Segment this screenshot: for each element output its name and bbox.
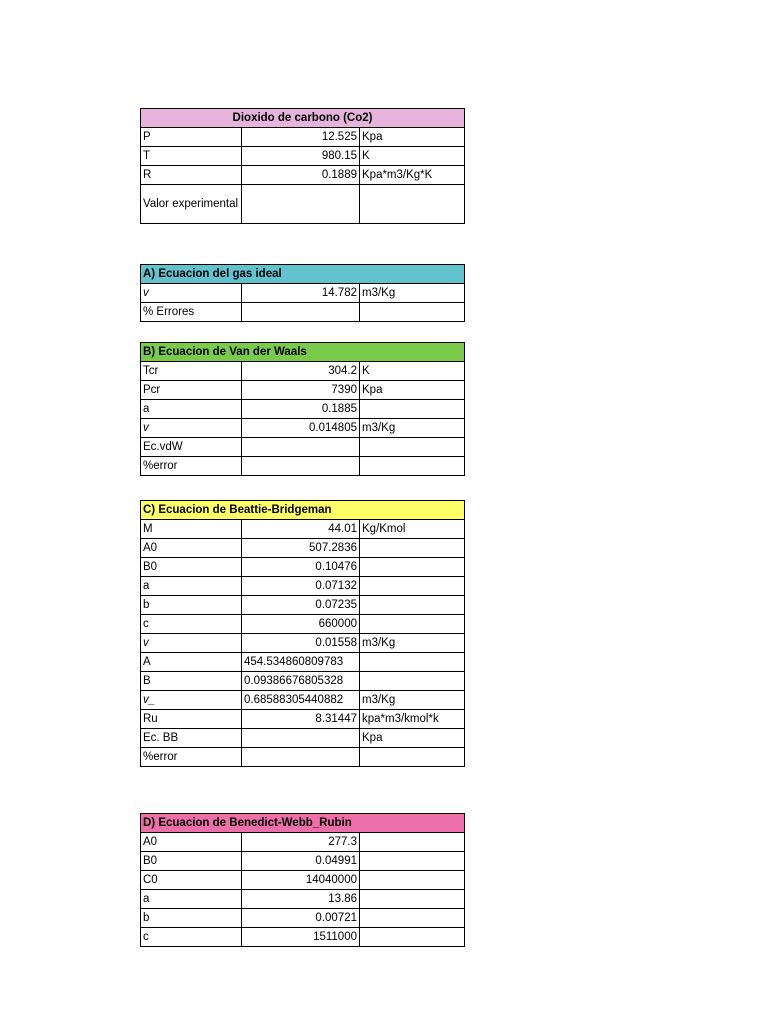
cell-unit[interactable]: m3/Kg	[360, 691, 465, 710]
cell-label[interactable]: v	[141, 284, 242, 303]
table-header-row	[141, 343, 465, 362]
table-header-row	[141, 265, 465, 284]
cell-label[interactable]: v	[141, 634, 242, 653]
cell-unit[interactable]	[360, 748, 465, 767]
cell-value[interactable]: 8.31447	[242, 710, 360, 729]
table-title[interactable]: C) Ecuacion de Beattie-Bridgeman	[141, 501, 465, 520]
cell-label[interactable]: Pcr	[141, 381, 242, 400]
table-row	[141, 596, 465, 615]
cell-unit[interactable]	[360, 457, 465, 476]
table-row	[141, 381, 465, 400]
cell-label[interactable]: B0	[141, 558, 242, 577]
table-row	[141, 128, 465, 147]
table-row	[141, 615, 465, 634]
cell-unit[interactable]	[360, 400, 465, 419]
cell-label[interactable]: c	[141, 615, 242, 634]
cell-value[interactable]	[242, 729, 360, 748]
table-header-row	[141, 109, 465, 128]
cell-label[interactable]: Ru	[141, 710, 242, 729]
cell-value[interactable]: 277.3	[242, 833, 360, 852]
cell-label[interactable]: %error	[141, 457, 242, 476]
cell-unit[interactable]: m3/Kg	[360, 634, 465, 653]
table-row	[141, 729, 465, 748]
cell-label[interactable]: Tcr	[141, 362, 242, 381]
cell-value[interactable]	[242, 438, 360, 457]
table-row	[141, 539, 465, 558]
cell-label[interactable]: Valor experimental	[141, 185, 242, 224]
table-row	[141, 928, 465, 947]
table-row	[141, 166, 465, 185]
cell-label[interactable]: R	[141, 166, 242, 185]
cell-value[interactable]: 980.15	[242, 147, 360, 166]
cell-value[interactable]: 0.07132	[242, 577, 360, 596]
cell-value[interactable]: 14040000	[242, 871, 360, 890]
cell-unit[interactable]: Kg/Kmol	[360, 520, 465, 539]
cell-value[interactable]: 44.01	[242, 520, 360, 539]
cell-value[interactable]: 0.68588305440882	[242, 691, 360, 710]
beattie-bridgeman-table	[140, 500, 465, 767]
cell-label[interactable]: %error	[141, 748, 242, 767]
cell-label[interactable]: A	[141, 653, 242, 672]
cell-label[interactable]: v	[141, 419, 242, 438]
cell-value[interactable]	[242, 457, 360, 476]
benedict-webb-rubin-table	[140, 813, 465, 947]
cell-unit[interactable]	[360, 909, 465, 928]
cell-value[interactable]: 12.525	[242, 128, 360, 147]
cell-label[interactable]: v_	[141, 691, 242, 710]
cell-value[interactable]	[242, 185, 360, 224]
cell-label[interactable]: B0	[141, 852, 242, 871]
table-row	[141, 400, 465, 419]
cell-label[interactable]: % Errores	[141, 303, 242, 322]
cell-unit[interactable]	[360, 438, 465, 457]
cell-value[interactable]: 0.1889	[242, 166, 360, 185]
table-row	[141, 577, 465, 596]
table-row	[141, 909, 465, 928]
cell-value[interactable]: 1511000	[242, 928, 360, 947]
cell-value[interactable]: 0.014805	[242, 419, 360, 438]
cell-value[interactable]: 0.00721	[242, 909, 360, 928]
cell-unit[interactable]: K	[360, 362, 465, 381]
cell-unit[interactable]	[360, 852, 465, 871]
cell-value[interactable]: 14.782	[242, 284, 360, 303]
cell-unit[interactable]	[360, 185, 465, 224]
cell-value[interactable]: 0.01558	[242, 634, 360, 653]
cell-value[interactable]: 0.10476	[242, 558, 360, 577]
cell-label[interactable]: Ec. BB	[141, 729, 242, 748]
cell-unit[interactable]	[360, 303, 465, 322]
table-row	[141, 710, 465, 729]
table-title[interactable]: B) Ecuacion de Van der Waals	[141, 343, 465, 362]
table-row	[141, 852, 465, 871]
cell-unit[interactable]	[360, 577, 465, 596]
table-row	[141, 691, 465, 710]
cell-label[interactable]: B	[141, 672, 242, 691]
cell-label[interactable]: b	[141, 596, 242, 615]
table-row	[141, 871, 465, 890]
cell-unit[interactable]	[360, 596, 465, 615]
table-title[interactable]: A) Ecuacion del gas ideal	[141, 265, 465, 284]
table-row	[141, 653, 465, 672]
cell-unit[interactable]	[360, 672, 465, 691]
cell-unit[interactable]: Kpa	[360, 729, 465, 748]
cell-value[interactable]	[242, 303, 360, 322]
cell-unit[interactable]: Kpa	[360, 128, 465, 147]
cell-label[interactable]: T	[141, 147, 242, 166]
table-row	[141, 520, 465, 539]
cell-unit[interactable]: kpa*m3/kmol*k	[360, 710, 465, 729]
cell-value[interactable]: 7390	[242, 381, 360, 400]
cell-unit[interactable]	[360, 833, 465, 852]
cell-unit[interactable]: m3/Kg	[360, 419, 465, 438]
cell-value[interactable]: 454.534860809783	[242, 653, 360, 672]
cell-value[interactable]: 507.2836	[242, 539, 360, 558]
cell-unit[interactable]	[360, 653, 465, 672]
cell-label[interactable]: a	[141, 577, 242, 596]
table-row	[141, 362, 465, 381]
table-row	[141, 185, 465, 224]
table-row	[141, 558, 465, 577]
table-title[interactable]: D) Ecuacion de Benedict-Webb_Rubin	[141, 814, 465, 833]
cell-unit[interactable]: K	[360, 147, 465, 166]
table-row	[141, 672, 465, 691]
cell-unit[interactable]	[360, 890, 465, 909]
ideal-gas-table	[140, 264, 465, 322]
cell-unit[interactable]	[360, 928, 465, 947]
table-title[interactable]: Dioxido de carbono (Co2)	[141, 109, 465, 128]
cell-label[interactable]: a	[141, 890, 242, 909]
cell-value[interactable]: 660000	[242, 615, 360, 634]
cell-label[interactable]: b	[141, 909, 242, 928]
cell-label[interactable]: A0	[141, 539, 242, 558]
cell-value[interactable]: 0.1885	[242, 400, 360, 419]
table-row	[141, 284, 465, 303]
table-row	[141, 303, 465, 322]
cell-label[interactable]: C0	[141, 871, 242, 890]
table-row	[141, 748, 465, 767]
table-row	[141, 890, 465, 909]
cell-value[interactable]	[242, 748, 360, 767]
cell-value[interactable]: 13.86	[242, 890, 360, 909]
cell-label[interactable]: M	[141, 520, 242, 539]
cell-unit[interactable]: Kpa	[360, 381, 465, 400]
table-row	[141, 419, 465, 438]
cell-unit[interactable]: Kpa*m3/Kg*K	[360, 166, 465, 185]
table-row	[141, 634, 465, 653]
cell-label[interactable]: Ec.vdW	[141, 438, 242, 457]
cell-unit[interactable]	[360, 558, 465, 577]
co2-properties-table	[140, 108, 465, 224]
cell-label[interactable]: a	[141, 400, 242, 419]
table-row	[141, 147, 465, 166]
cell-value[interactable]: 0.04991	[242, 852, 360, 871]
cell-value[interactable]: 0.07235	[242, 596, 360, 615]
table-row	[141, 438, 465, 457]
cell-label[interactable]: A0	[141, 833, 242, 852]
cell-label[interactable]: c	[141, 928, 242, 947]
van-der-waals-table	[140, 342, 465, 476]
cell-unit[interactable]	[360, 615, 465, 634]
cell-value[interactable]: 304.2	[242, 362, 360, 381]
table-row	[141, 457, 465, 476]
table-header-row	[141, 501, 465, 520]
cell-unit[interactable]	[360, 539, 465, 558]
cell-value[interactable]: 0.09386676805328	[242, 672, 360, 691]
cell-unit[interactable]: m3/Kg	[360, 284, 465, 303]
cell-label[interactable]: P	[141, 128, 242, 147]
cell-unit[interactable]	[360, 871, 465, 890]
table-row	[141, 833, 465, 852]
table-header-row	[141, 814, 465, 833]
